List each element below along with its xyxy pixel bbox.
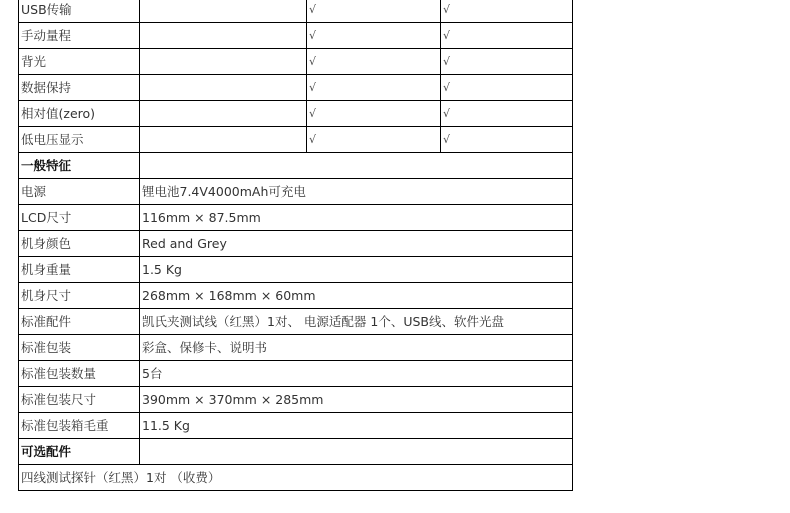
table-row: [19, 75, 573, 101]
table-row: [19, 283, 573, 309]
table-row: [19, 335, 573, 361]
row-label: USB传输: [19, 0, 140, 23]
table-row: [19, 387, 573, 413]
cell-model-3: √: [441, 75, 573, 101]
spec-value: 5台: [140, 361, 573, 387]
section-heading-general: 一般特征: [19, 153, 140, 179]
section-empty-cell: [140, 153, 573, 179]
row-label: 相对值(zero): [19, 101, 140, 127]
section-header-row: [19, 439, 573, 465]
cell-model-1: [140, 23, 307, 49]
table-row: [19, 231, 573, 257]
row-label: 数据保持: [19, 75, 140, 101]
cell-model-1: [140, 101, 307, 127]
cell-model-2: √: [307, 127, 441, 153]
table-row: [19, 361, 573, 387]
cell-model-3: √: [441, 0, 573, 23]
cell-model-1: [140, 127, 307, 153]
table-row: [19, 23, 573, 49]
table-row: [19, 413, 573, 439]
cell-model-3: √: [441, 23, 573, 49]
spec-label: 标准包装箱毛重: [19, 413, 140, 439]
optional-accessory: 四线测试探针（红黑）1对 （收费）: [19, 465, 573, 491]
table-row: [19, 465, 573, 491]
spec-value: 390mm × 370mm × 285mm: [140, 387, 573, 413]
cell-model-1: [140, 0, 307, 23]
cell-model-3: √: [441, 127, 573, 153]
cell-model-2: √: [307, 49, 441, 75]
spec-label: 标准配件: [19, 309, 140, 335]
spec-label: 机身重量: [19, 257, 140, 283]
table-row: [19, 49, 573, 75]
spec-value: 11.5 Kg: [140, 413, 573, 439]
spec-value: Red and Grey: [140, 231, 573, 257]
table-row: [19, 127, 573, 153]
cell-model-1: [140, 49, 307, 75]
spec-value: 彩盒、保修卡、说明书: [140, 335, 573, 361]
cell-model-3: √: [441, 49, 573, 75]
section-header-row: [19, 153, 573, 179]
cell-model-1: [140, 75, 307, 101]
spec-label: 机身尺寸: [19, 283, 140, 309]
spec-value: 268mm × 168mm × 60mm: [140, 283, 573, 309]
cell-model-3: √: [441, 101, 573, 127]
table-row: [19, 179, 573, 205]
spec-value: 凯氏夹测试线（红黑）1对、 电源适配器 1个、USB线、软件光盘: [140, 309, 573, 335]
spec-table: [18, 0, 573, 491]
spec-label: 标准包装数量: [19, 361, 140, 387]
row-label: 手动量程: [19, 23, 140, 49]
spec-value: 锂电池7.4V4000mAh可充电: [140, 179, 573, 205]
row-label: 低电压显示: [19, 127, 140, 153]
section-empty-cell: [140, 439, 573, 465]
table-row: [19, 257, 573, 283]
table-row: [19, 205, 573, 231]
cell-model-2: √: [307, 23, 441, 49]
spec-label: LCD尺寸: [19, 205, 140, 231]
spec-label: 机身颜色: [19, 231, 140, 257]
table-row: [19, 309, 573, 335]
spec-value: 116mm × 87.5mm: [140, 205, 573, 231]
table-row: [19, 101, 573, 127]
cell-model-2: √: [307, 0, 441, 23]
spec-label: 标准包装尺寸: [19, 387, 140, 413]
section-heading-optional: 可选配件: [19, 439, 140, 465]
spec-label: 标准包装: [19, 335, 140, 361]
spec-value: 1.5 Kg: [140, 257, 573, 283]
cell-model-2: √: [307, 101, 441, 127]
row-label: 背光: [19, 49, 140, 75]
spec-label: 电源: [19, 179, 140, 205]
cell-model-2: √: [307, 75, 441, 101]
table-row: [19, 0, 573, 23]
